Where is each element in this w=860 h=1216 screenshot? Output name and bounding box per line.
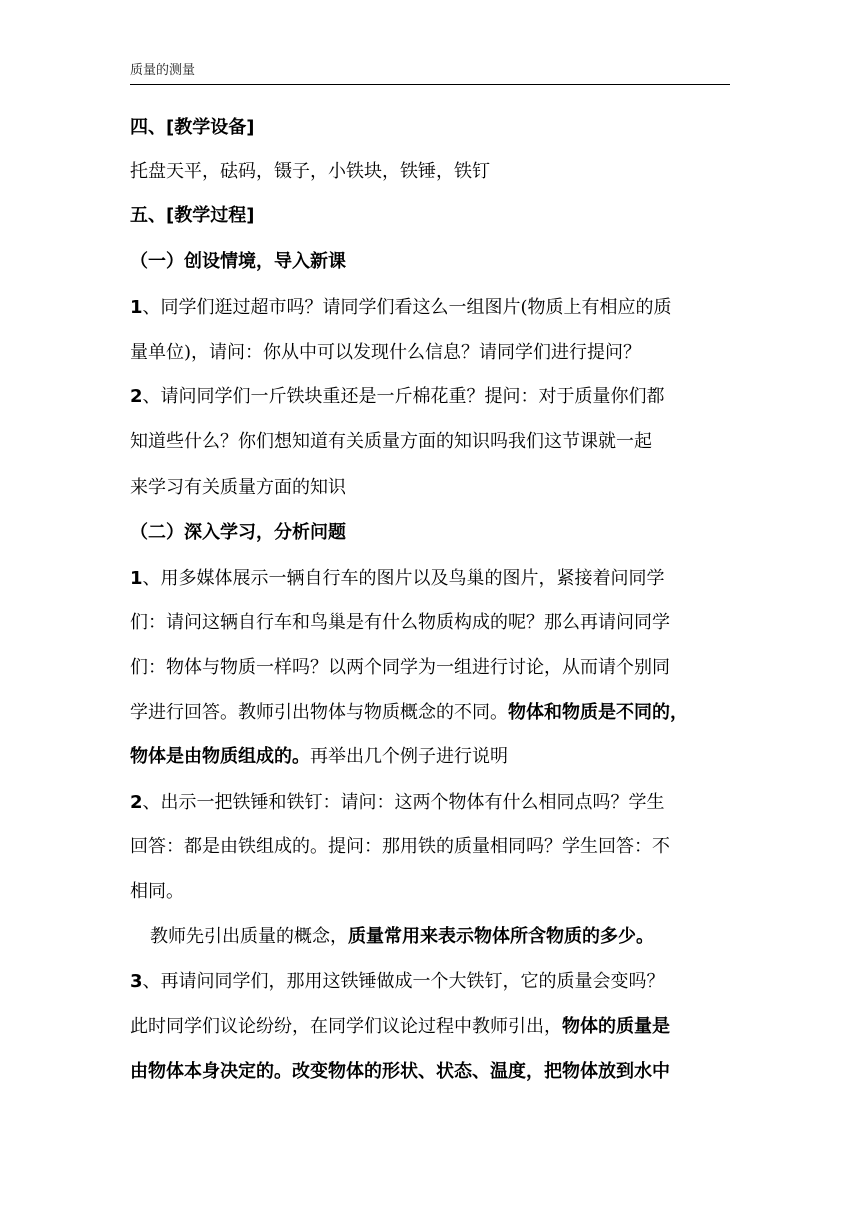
- part2-item2-line4: [150, 922, 750, 952]
- section-4-heading: 四、[教学设备]: [130, 117, 255, 138]
- line-text: 教师先引出质量的概念，: [150, 926, 348, 947]
- emphasis-text: 物体是由物质组成的。: [130, 746, 310, 767]
- section-5-heading: 五、[教学过程]: [130, 205, 255, 226]
- part-1-heading: （一）创设情境，导入新课: [130, 251, 346, 272]
- line-text: 再举出几个例子进行说明: [310, 746, 508, 767]
- line-text: 、再请问同学们，那用这铁锤做成一个大铁钉，它的质量会变吗？: [142, 971, 665, 992]
- emphasis-text: 物体和物质是不同的，: [508, 702, 688, 723]
- line-text: 、出示一把铁锤和铁钉：请问：这两个物体有什么相同点吗？学生: [142, 792, 665, 813]
- line-text: 、用多媒体展示一辆自行车的图片以及鸟巢的图片，紧接着问同学: [142, 568, 665, 589]
- item-number: 3: [130, 971, 143, 992]
- part2-item3-line3: 由物体本身决定的。改变物体的形状、状态、温度，把物体放到水中: [130, 1061, 670, 1082]
- part2-item2-line1: [130, 788, 730, 818]
- part2-item1-line1: [130, 564, 730, 594]
- emphasis-text: 质量常用来表示物体所含物质的多少。: [348, 926, 654, 947]
- part2-item3-line2: [130, 1012, 730, 1042]
- item-number: 2: [130, 792, 143, 813]
- part-2-heading: （二）深入学习，分析问题: [130, 522, 346, 543]
- equipment-list: 托盘天平，砝码，镊子，小铁块，铁锤，铁钉: [130, 161, 490, 182]
- line-text: 此时同学们议论纷纷，在同学们议论过程中教师引出，: [130, 1016, 562, 1037]
- header-divider: [130, 84, 730, 85]
- part1-item2-line2: 知道些什么？你们想知道有关质量方面的知识吗我们这节课就一起: [130, 431, 652, 452]
- part1-item1-line2: 量单位)，请问：你从中可以发现什么信息？请同学们进行提问？: [130, 342, 642, 363]
- page-header: 质量的测量: [130, 63, 196, 78]
- part2-item2-line3: 相同。: [130, 881, 184, 902]
- line-text: 、请问同学们一斤铁块重还是一斤棉花重？提问：对于质量你们都: [142, 386, 665, 407]
- emphasis-text: 物体的质量是: [562, 1016, 670, 1037]
- line-text: 学进行回答。教师引出物体与物质概念的不同。: [130, 702, 508, 723]
- part2-item1-line5: [130, 742, 730, 772]
- line-text: 、同学们逛过超市吗？请同学们看这么一组图片(物质上有相应的质: [142, 297, 672, 318]
- part1-item2-line3: 来学习有关质量方面的知识: [130, 477, 346, 498]
- part2-item2-line2: 回答：都是由铁组成的。提问：那用铁的质量相同吗？学生回答：不: [130, 836, 670, 857]
- item-number: 1: [130, 568, 143, 589]
- part1-item2-line1: [130, 382, 730, 412]
- part2-item1-line3: 们：物体与物质一样吗？以两个同学为一组进行讨论，从而请个别同: [130, 657, 670, 678]
- item-number: 2: [130, 386, 143, 407]
- part2-item3-line1: [130, 967, 730, 997]
- item-number: 1: [130, 297, 143, 318]
- part2-item1-line2: 们：请问这辆自行车和鸟巢是有什么物质构成的呢？那么再请问同学: [130, 612, 670, 633]
- part1-item1-line1: [130, 293, 730, 323]
- part2-item1-line4: [130, 698, 730, 728]
